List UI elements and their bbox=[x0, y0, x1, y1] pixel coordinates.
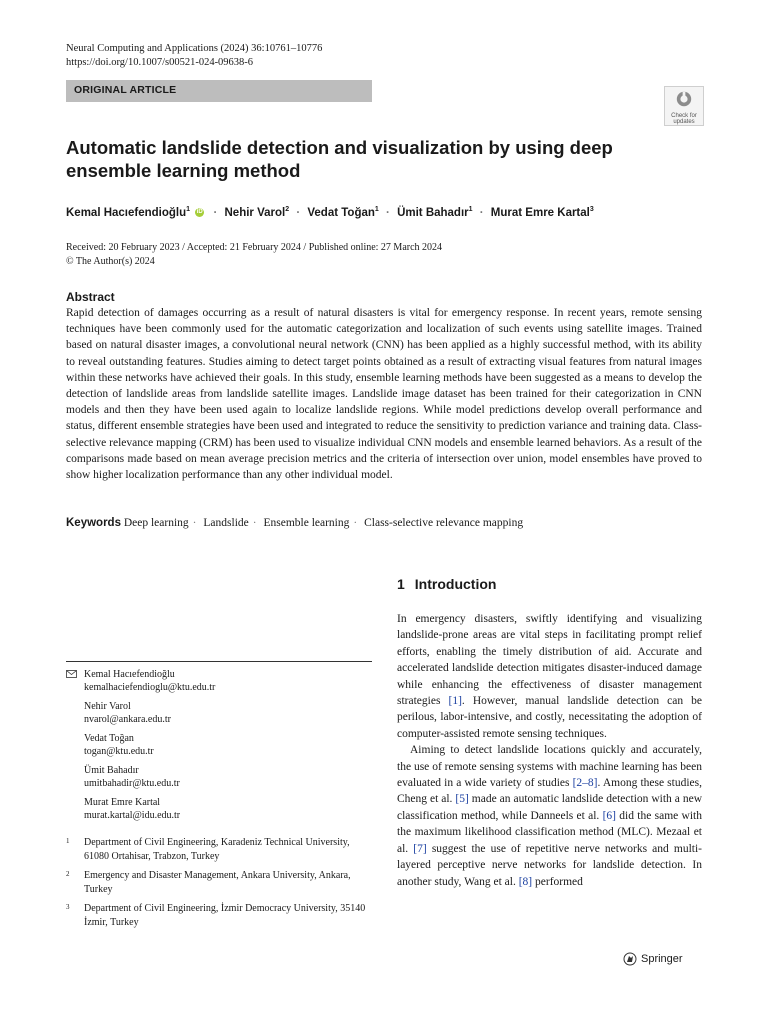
doi-link[interactable]: https://doi.org/10.1007/s00521-024-09638-6 bbox=[66, 57, 254, 68]
keyword-item: Class-selective relevance mapping bbox=[364, 517, 524, 529]
paragraph-text: did the same with the maximum likelihood classification method (MLC). Mezaal et al. bbox=[397, 809, 702, 855]
author-name[interactable]: Vedat Toğan bbox=[307, 206, 375, 219]
affiliation-text: Department of Civil Engineering, Karadeniz Technical University, 61080 Ortahisar, Trabzon, Turkey bbox=[84, 837, 350, 862]
citation-link[interactable]: [7] bbox=[413, 842, 427, 855]
affiliation-number: 2 bbox=[66, 870, 70, 878]
paragraph-text: In emergency disasters, swiftly identifying and visualizing landslide-prone areas are vital steps in facilitating prompt relief efforts, enabling the timely distribution of aid. Accurate and accelerated landslide detection mitigates disaster-induced damage while enhancing the effectiveness of disaster management strategies bbox=[397, 613, 702, 708]
affiliation-entry bbox=[66, 869, 372, 896]
paragraph-text: performed bbox=[532, 875, 583, 888]
paragraph-text: . Among these studies, Cheng et al. bbox=[397, 777, 702, 806]
contact-name: Vedat Toğan bbox=[84, 733, 134, 744]
contact-entry bbox=[66, 764, 372, 790]
corresponding-contacts bbox=[66, 668, 372, 828]
springer-horse-icon bbox=[623, 952, 637, 966]
introduction-paragraph bbox=[397, 611, 702, 742]
contact-name: Nehir Varol bbox=[84, 701, 131, 712]
contact-entry bbox=[66, 796, 372, 822]
citation-link[interactable]: [8] bbox=[518, 875, 533, 888]
citation-link[interactable]: [2–8] bbox=[572, 777, 598, 790]
citation-link[interactable]: [5] bbox=[455, 793, 469, 806]
paragraph-text: made an automatic landslide detection with a new classification method, while Danneels et al. bbox=[397, 793, 702, 822]
updates-badge-line2: updates bbox=[673, 119, 695, 125]
journal-citation: Neural Computing and Applications (2024) 36:10761–10776 bbox=[66, 43, 323, 54]
citation-link[interactable]: [1] bbox=[448, 695, 462, 708]
section-title: Introduction bbox=[414, 576, 497, 592]
contact-name: Murat Emre Kartal bbox=[84, 797, 161, 808]
author-affiliation-mark: 1 bbox=[468, 206, 473, 213]
contact-entry bbox=[66, 668, 372, 694]
keyword-item: Landslide bbox=[203, 517, 249, 529]
contact-entry bbox=[66, 732, 372, 758]
contact-entry bbox=[66, 700, 372, 726]
section-number: 1 bbox=[397, 576, 405, 592]
section-heading-introduction bbox=[397, 576, 496, 592]
contact-email[interactable]: togan@ktu.edu.tr bbox=[84, 746, 154, 757]
contact-name: Ümit Bahadır bbox=[84, 765, 139, 776]
article-type-label: ORIGINAL ARTICLE bbox=[74, 84, 177, 96]
check-for-updates-badge[interactable] bbox=[664, 86, 704, 126]
contact-email[interactable]: nvarol@ankara.edu.tr bbox=[84, 714, 171, 725]
author-name[interactable]: Murat Emre Kartal bbox=[490, 206, 590, 219]
publisher-logo bbox=[623, 951, 683, 967]
affiliation-number: 1 bbox=[66, 837, 70, 845]
author-affiliation-mark: 2 bbox=[285, 206, 290, 213]
introduction-body bbox=[397, 611, 702, 890]
author-affiliation-mark: 3 bbox=[589, 206, 594, 213]
contact-name: Kemal Hacıefendioğlu bbox=[84, 669, 175, 680]
keywords-line: Keywords Deep learning · Landslide · Ensemble learning · Class-selective relevance mapping bbox=[66, 517, 524, 529]
affiliation-list bbox=[66, 836, 372, 935]
orcid-icon[interactable]: iD bbox=[196, 209, 203, 216]
citation-link[interactable]: [6] bbox=[602, 809, 617, 822]
keyword-item: Deep learning bbox=[123, 517, 189, 529]
introduction-paragraph bbox=[397, 742, 702, 890]
abstract-heading: Abstract bbox=[66, 290, 115, 304]
affiliation-entry bbox=[66, 836, 372, 863]
publisher-name: Springer bbox=[641, 953, 683, 965]
article-type-banner bbox=[66, 80, 372, 102]
affiliation-text: Department of Civil Engineering, İzmir Democracy University, 35140 İzmir, Turkey bbox=[84, 903, 366, 928]
author-name[interactable]: Ümit Bahadır bbox=[397, 206, 469, 219]
copyright-notice: © The Author(s) 2024 bbox=[66, 256, 155, 267]
contact-email[interactable]: umitbahadir@ktu.edu.tr bbox=[84, 778, 180, 789]
author-name[interactable]: Nehir Varol bbox=[224, 206, 286, 219]
keyword-item: Ensemble learning bbox=[263, 517, 350, 529]
paragraph-text: suggest the use of repetitive nerve networks and multi-layered perceptive nerve networks for landslide detection. In another study, Wang et al. bbox=[397, 842, 702, 888]
paper-title: Automatic landslide detection and visualization by using deep ensemble learning method bbox=[66, 137, 613, 181]
author-name[interactable]: Kemal Hacıefendioğlu bbox=[66, 206, 187, 219]
footnote-divider bbox=[66, 661, 372, 662]
abstract-text: Rapid detection of damages occurring as a result of natural disasters is vital for emergency response. In recent years, remote sensing techniques have been commonly used for the automatic categorization and localization of such events using satellite images. Trained based on natural disaster images, a convolutional neural network (CNN) has been applied as a highly successful method, with its ability to reveal outstanding features. Studies aiming to detect target points obtained as a result of extracting visual features from natural images within these networks have achieved their goals. In this study, ensemble learning methods have been suggested as a means to develop the detection of landslide areas from landslide satellite images. Landslide image dataset has been trained for their categorization in CNN models and then they have been used again to localize landslide regions. While model predictions develop overall performance and status, different ensemble strategies have been used and integrated to reduce the sensitivity to prediction variance and training data. Class-selective relevance mapping (CRM) has been used to visualize individual CNN models and ensemble learned behaviors. As a result of the comparisons made based on mean average precision metrics and the criteria of intersection over union, model ensembles have proved to show higher localization performance than any other individual model. bbox=[66, 307, 702, 482]
affiliation-number: 3 bbox=[66, 903, 70, 911]
keywords-heading: Keywords bbox=[66, 517, 121, 529]
author-affiliation-mark: 1 bbox=[374, 206, 379, 213]
contact-email[interactable]: kemalhaciefendioglu@ktu.edu.tr bbox=[84, 682, 216, 693]
paragraph-text: . However, manual landslide detection can be perilous, labor-intensive, and costly, necessitating the adoption of computer-assisted remote sensing techniques. bbox=[397, 695, 702, 740]
affiliation-text: Emergency and Disaster Management, Ankara University, Ankara, Turkey bbox=[84, 870, 351, 895]
author-list: Kemal Hacıefendioğlu$^1$ iD · Nehir Varol$^2$ · Vedat Toğan$^1$ · Ümit Bahadır$^1$ · Murat Emre Kartal$^3$ bbox=[66, 206, 594, 219]
affiliation-entry bbox=[66, 902, 372, 929]
contact-email[interactable]: murat.kartal@idu.edu.tr bbox=[84, 810, 181, 821]
paragraph-text: Aiming to detect landslide locations quickly and accurately, the use of remote sensing systems with machine learning has been evaluated in a wide variety of studies bbox=[397, 744, 702, 790]
updates-badge-line1: Check for bbox=[671, 113, 697, 119]
author-affiliation-mark: 1 bbox=[186, 206, 191, 213]
check-for-updates-icon bbox=[675, 90, 693, 108]
publication-dates: Received: 20 February 2023 / Accepted: 21 February 2024 / Published online: 27 March 2024 bbox=[66, 242, 443, 253]
envelope-icon bbox=[66, 670, 77, 678]
